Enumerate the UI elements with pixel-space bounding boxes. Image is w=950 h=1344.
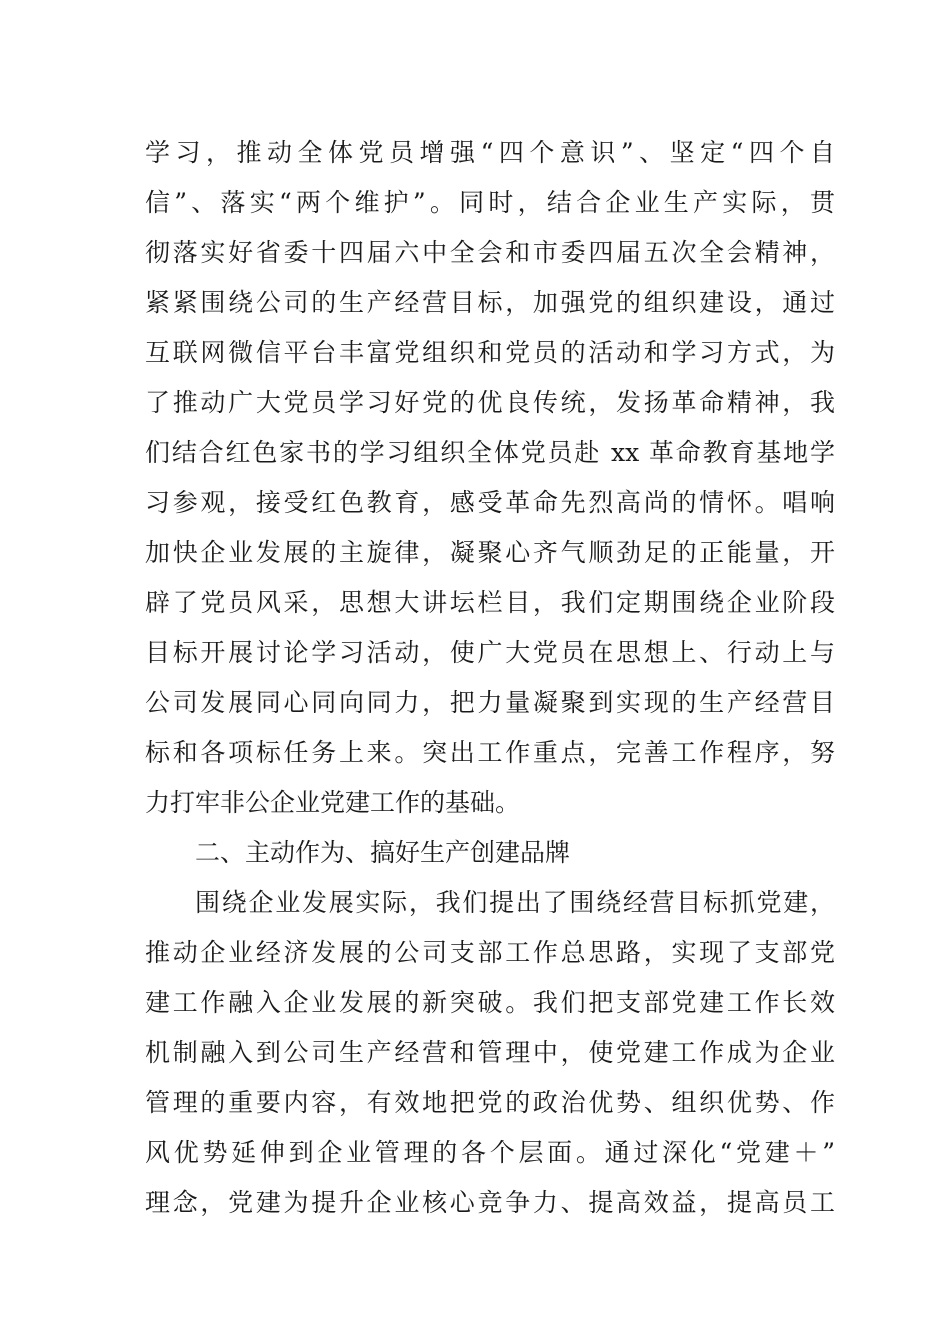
text-line: 力打牢非公企业党建工作的基础。 [145, 788, 521, 817]
text-line: 紧紧围绕公司的生产经营目标，加强党的组织建设，通过 [145, 288, 835, 317]
paragraph-2 [145, 878, 835, 1228]
text-line: 建工作融入企业发展的新突破。我们把支部党建工作长效 [145, 988, 835, 1017]
text-line: 围绕企业发展实际，我们提出了围绕经营目标抓党建， [195, 888, 835, 917]
text-line: 彻落实好省委十四届六中全会和市委四届五次全会精神， [145, 238, 835, 267]
text-line: 加快企业发展的主旋律，凝聚心齐气顺劲足的正能量，开 [145, 538, 835, 567]
text-line: 辟了党员风采，思想大讲坛栏目，我们定期围绕企业阶段 [145, 588, 835, 617]
text-line: 风优势延伸到企业管理的各个层面。通过深化“党建＋” [145, 1138, 835, 1167]
text-line: 机制融入到公司生产经营和管理中，使党建工作成为企业 [145, 1038, 835, 1067]
text-line: 管理的重要内容，有效地把党的政治优势、组织优势、作 [145, 1088, 835, 1117]
paragraph-1 [145, 128, 835, 878]
text-line: 习参观，接受红色教育，感受革命先烈高尚的情怀。唱响 [145, 488, 835, 517]
text-line: 学习，推动全体党员增强“四个意识”、坚定“四个自 [145, 138, 835, 167]
text-line: 推动企业经济发展的公司支部工作总思路，实现了支部党 [145, 938, 835, 967]
section-heading: 二、主动作为、搞好生产创建品牌 [195, 838, 571, 867]
text-line: 们结合红色家书的学习组织全体党员赴 xx 革命教育基地学 [145, 438, 835, 467]
text-line: 目标开展讨论学习活动，使广大党员在思想上、行动上与 [145, 638, 835, 667]
text-line: 互联网微信平台丰富党组织和党员的活动和学习方式，为 [145, 338, 835, 367]
text-line: 公司发展同心同向同力，把力量凝聚到实现的生产经营目 [145, 688, 835, 717]
text-line: 理念，党建为提升企业核心竞争力、提高效益，提高员工 [145, 1188, 835, 1217]
text-line: 了推动广大党员学习好党的优良传统，发扬革命精神，我 [145, 388, 835, 417]
text-line: 信”、落实“两个维护”。同时，结合企业生产实际，贯 [145, 188, 835, 217]
text-line: 标和各项标任务上来。突出工作重点，完善工作程序，努 [145, 738, 835, 767]
